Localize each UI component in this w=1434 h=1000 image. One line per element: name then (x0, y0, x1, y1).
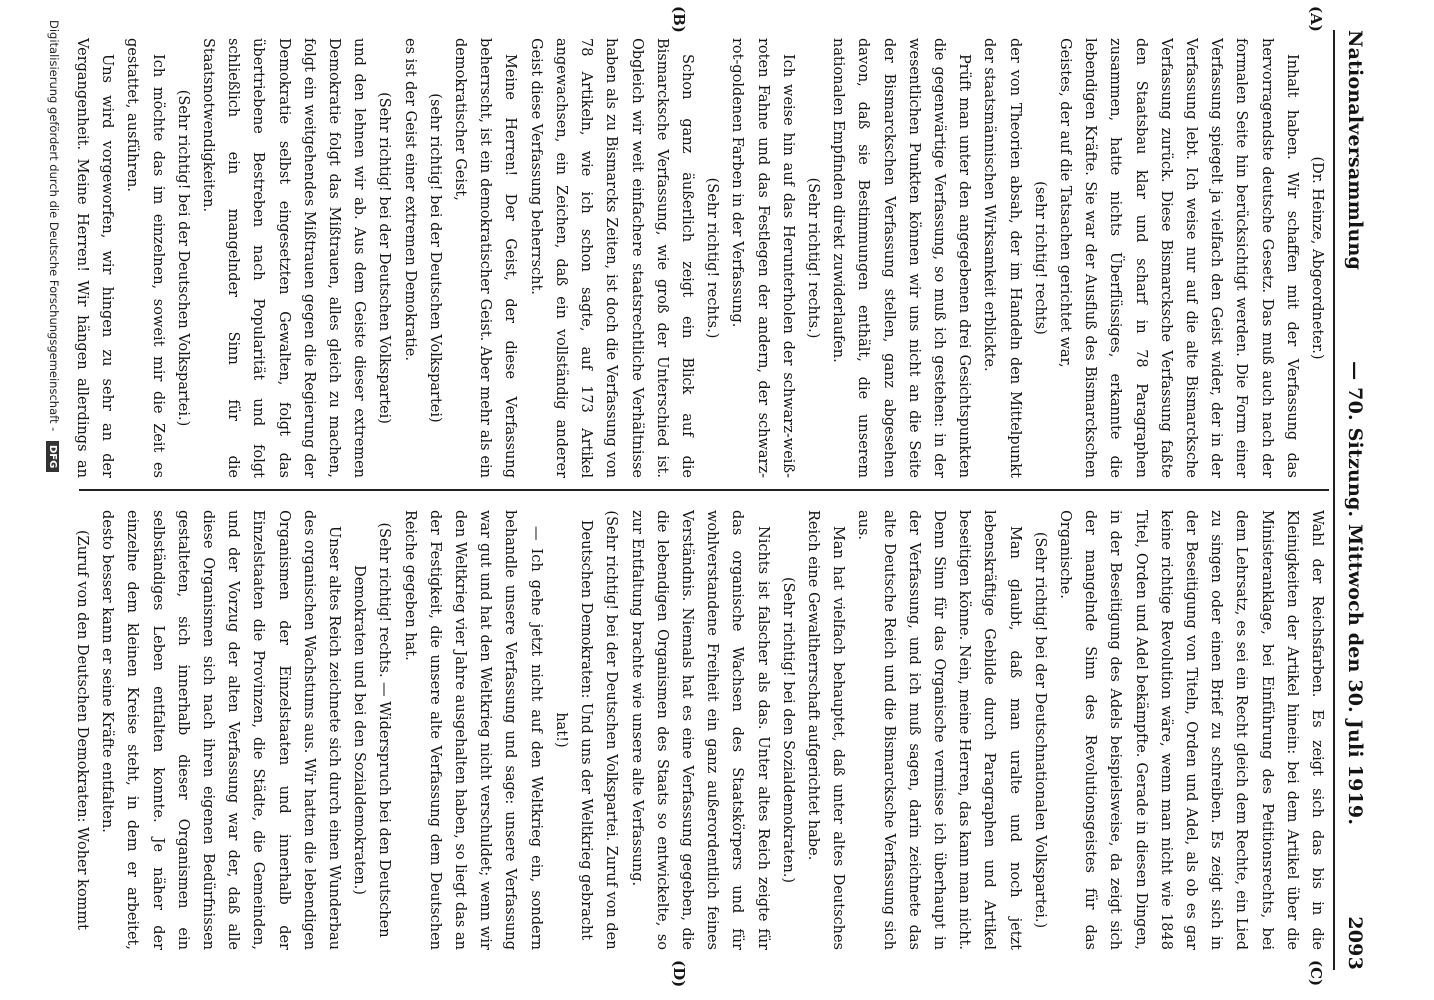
paragraph: Uns wird vorgeworfen, wir hingen zu sehr an der Vergangenheit. Meine Herren! Wir hängen allerdings an (74, 38, 116, 478)
paragraph: Nichts ist falscher als das. Unter altes Reich zeigte für das organische Wachsen des Staatskörpers und für wohlverstandene Freiheit ein ganz außerordentlich feines Verständnis. Niemals hat es eine Verfassung gegeben, die die lebendigen Organismen des Staats so entwickelte, so zur Entfaltung brachte wie unsere alte Verfassung. (628, 510, 771, 950)
paragraph: Man glaubt, daß man uralte und noch jetzt lebenskräftige Gebilde durch Paragraphen und Artikel beseitigen könne. Nein, meine Herren, das kann man nicht. Denn Sinn für das Organische vermisse ich überhaupt in der Verfassung, und ich muß sagen, darin zeichnete das alte Deutsche Reich und die Bismarcksche Verfassung sich aus. (855, 510, 1023, 950)
margin-letter-a: (A) (1307, 6, 1325, 32)
paragraph: Schon ganz äußerlich zeigt ein Blick auf die Bismarcksche Verfassung, wie groß der Unterschied ist. Obgleich wir weit einfachere staatsrechtliche Verhältnisse haben als zu Bismarcks Zeiten, ist doch die Verfassung von 78 Artikeln, wie ich schon sagte, auf 173 Artikel angewachsen, ein Zeichen, daß ein vollständig anderer Geist diese Verfassung beherrscht. (527, 38, 695, 478)
paragraph: Unser altes Reich zeichnete sich durch einen Wunderbau des organischen Wachstums aus. Wir hatten die lebendigen Organismen der Einzelstaaten und innerhalb der Einzelstaaten die Provinzen, die Städte, die Gemeinden, und der Vorzug der alten Verfassung war der, daß alle diese Organismen sich nach ihren eigenen Bedürfnissen gestalteten, sich innerhalb dieser Organismen ein selbständiges Leben entfalten konnte. Je näher der einzelne dem kleinen Kreise steht, in dem er arbeitet, desto besser kann er seine Kräfte entfalten. (99, 510, 343, 950)
running-head-session: — 70. Sitzung. Mittwoch den 30. Juli 1919. (1344, 361, 1366, 826)
paragraph: — Ich gehe jetzt nicht auf den Weltkrieg ein, sondern behandle unsere Verfassung und sage: unsere Verfassung war gut und hat den Weltkrieg nicht verschuldet; wenn wir den Weltkrieg vier Jahre ausgehalten haben, so liegt das an der Festigkeit, die unsere alte Verfassung dem Deutschen Reiche gegeben hat. (401, 510, 544, 950)
paragraph: Meine Herren! Der Geist, der diese Verfassung beherrscht, ist ein demokratischer Geist. Aber mehr als ein demokratischer Geist, (452, 38, 519, 478)
interjection: (Sehr richtig! bei den Sozialdemokraten.) (779, 576, 796, 884)
paragraph: Ich möchte das im einzelnen, soweit mir die Zeit es gestattet, ausführen. (124, 38, 166, 478)
interjection: (Sehr richtig! rechts. — Widerspruch bei den Deutschen Demokraten und bei den Sozialdemokraten.) (351, 522, 393, 938)
running-head-title: Nationalversammlung (1344, 30, 1366, 270)
paragraph: Prüft man unter den angegebenen drei Gesichtspunkten die gegenwärtige Verfassung, so muß ich gestehen: in der wesentlichen Punkten können wir uns nicht an die Seite der Bismarckschen Verfassung stellen, ganz abgesehen davon, daß sie Bestimmungen enthält, die unserem nationalen Empfinden direkt zuwiderlaufen. (830, 38, 973, 478)
page-number: 2093 (1344, 916, 1366, 970)
running-head (1333, 30, 1375, 970)
interjection: (Dr. Heinze, Abgeordneter.) (1309, 156, 1325, 360)
interjection: (sehr richtig! rechts) (1031, 181, 1048, 335)
paragraph: Man hat vielfach behauptet, daß unter altes Deutsches Reich eine Gewaltherrschaft aufgerichtet habe. (804, 510, 847, 950)
paragraph: es ist der Geist einer extremen Demokratie. (401, 38, 418, 361)
interjection: (Sehr richtig! bei der Deutschen Volkspartei) (376, 92, 393, 424)
rotated-page (47, 0, 1383, 1000)
left-column (74, 38, 1329, 478)
digitization-text: Digitalisierung gefördert durch die Deutsche Forschungsgemeinschaft - (47, 20, 61, 432)
interjection: (Zuruf von den Deutschen Demokraten: Woher kommt (74, 529, 91, 931)
margin-letter-b: (B) (670, 6, 688, 33)
right-column (74, 510, 1329, 950)
paragraph: Inhalt haben. Wir schaffen mit der Verfassung das hervorragendste deutsche Gesetz. Das muß auch nach der formalen Seite hin berücksichtigt werden. Die Form einer Verfassung spiegelt ja vielfach den Geist wider, der in der Verfassung lebt. Ich weise nur auf die alte Bismarcksche Verfassung zurück. Diese Bismarcksche Verfassung faßte den Staatsbau klar und scharf in 78 Paragraphen zusammen, hatte nichts Überflüssiges, erkannte die lebendigen Kräfte. Sie war der Ausfluß des Bismarckschen Geistes, der auf die Tatsachen gerichtet war, (1056, 38, 1300, 478)
margin-letter-d: (D) (670, 960, 688, 988)
paragraph: Wahl der Reichsfarben. Es zeigt sich das bis in die Kleinigkeiten der Artikel hinein: bei dem Artikel über die Ministeranklage, bei Einführung des Petitionsrechts, bei dem Lehrsatz, es sei ein Recht gleich dem Rechte, ein Lied zu singen oder einen Brief zu schreiben. Es zeigt sich in der Beseitigung von Titeln, Orden und Adel, als ob es gar keine richtige Revolution wäre, wenn man nicht wie 1848 Titel, Orden und Adel bekämpfte. Gerade in diesen Dingen, in der Beseitigung des Adels beispielsweise, da zeigt sich der mangelnde Sinn des Revolutionsgeistes für das Organische. (1056, 510, 1325, 950)
interjection: (Sehr richtig! rechts.) (804, 177, 821, 339)
interjection: (Sehr richtig! bei der Deutschen Volkspartei. Zuruf von den Deutschen Demokraten: Und uns der Weltkrieg gebracht hat!) (552, 510, 620, 950)
interjection: (sehr richtig! bei der Deutschen Volkspartei) (426, 93, 443, 423)
paragraph: der von Theorien absah, der im Handeln den Mittelpunkt der staatsmännischen Wirksamkeit erblickte. (981, 38, 1023, 478)
dfg-logo: DFG (46, 441, 59, 472)
paragraph: und den lehnen wir ab. Aus dem Geiste dieser extremen Demokratie folgt das Mißtrauen, alles gleich zu machen, folgt ein weitgehendes Mißtrauen gegen die Regierung der Demokratie selbst eingesetzten Gewalten, folgt das übertriebene Bestreben nach Popularität und folgt schließlich ein mangelnder Sinn für die Staatsnotwendigkeiten. (200, 38, 368, 478)
interjection: (Sehr richtig! bei der Deutschen Volkspartei.) (174, 89, 191, 427)
interjection: (Sehr richtig! rechts.) (704, 177, 721, 339)
margin-letter-c: (C) (1307, 960, 1325, 987)
paragraph: Ich weise hin auf das Herunterholen der schwarz-weiß-roten Fahne und das Festlegen der andern, der schwarz-rot-goldenen Farben in der Verfassung. (729, 38, 796, 478)
column-divider (79, 489, 1329, 491)
digitization-note (46, 20, 61, 1000)
interjection: (Sehr richtig! bei der Deutschnationalen Volkspartei.) (1031, 531, 1048, 929)
